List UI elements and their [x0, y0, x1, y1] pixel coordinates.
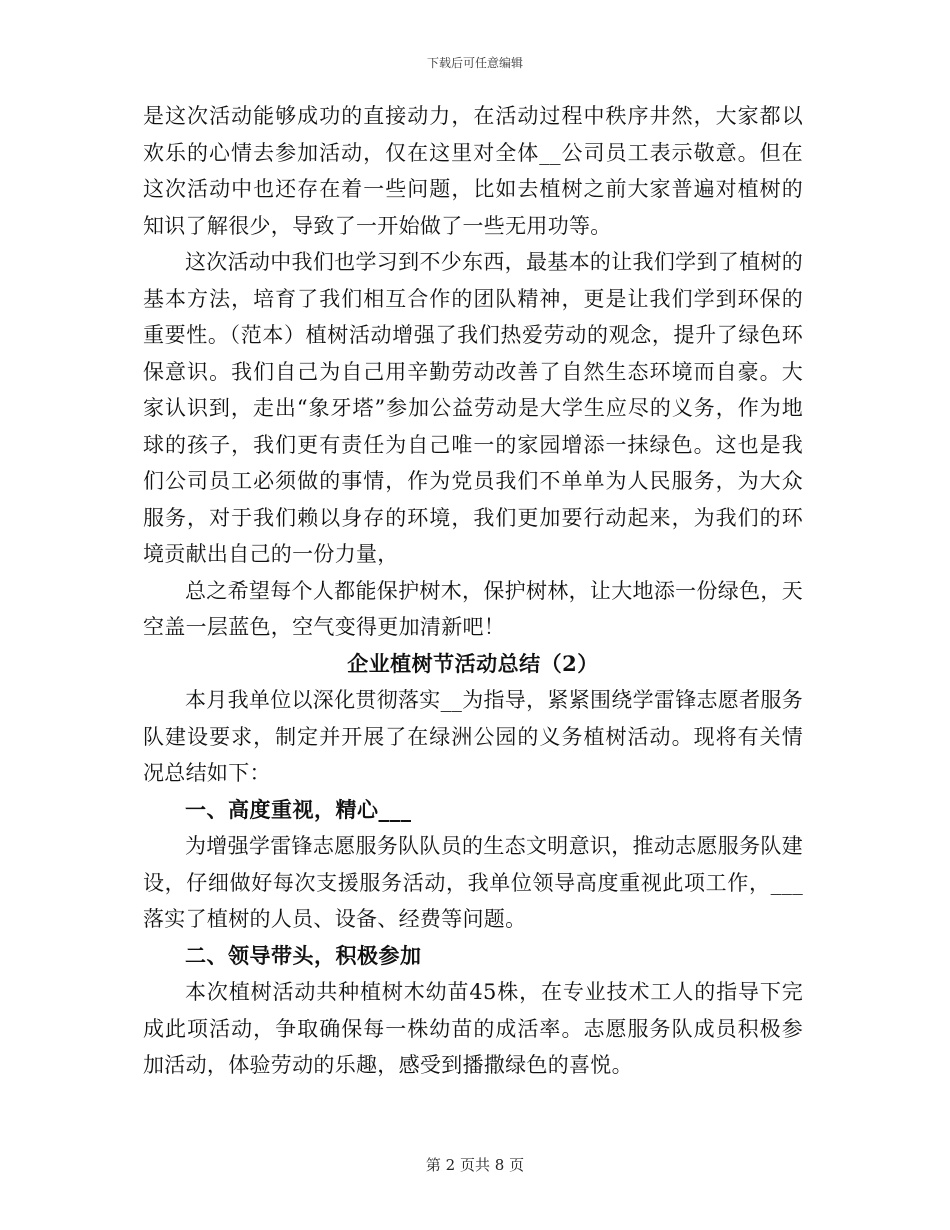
paragraph-intro: 本月我单位以深化贯彻落实__为指导，紧紧围绕学雷锋志愿者服务队建设要求，制定并开展了在绿洲公园的义务植树活动。现将有关情况总结如下：	[143, 688, 803, 785]
heading-two: 二、领导带头，积极参加	[185, 942, 422, 968]
heading-one: 一、高度重视，精心___	[185, 796, 412, 822]
paragraph-lessons: 这次活动中我们也学习到不少东西，最基本的让我们学到了植树的基本方法，培育了我们相互合作的团队精神，更是让我们学到环保的重要性。（范本）植树活动增强了我们热爱劳动的观念，提升了绿色环保意识。我们自己为自己用辛勤劳动改善了自然生态环境而自豪。大家认识到，走出“象牙塔”参加公益劳动是大学生应尽的义务，作为地球的孩子，我们更有责任为自己唯一的家园增添一抹绿色。这也是我们公司员工必须做的事情，作为党员我们不单单为人民服务，为大众服务，对于我们赖以身存的环境，我们更加要行动起来，为我们的环境贡献出自己的一份力量，	[143, 250, 803, 566]
paragraph-one: 为增强学雷锋志愿服务队队员的生态文明意识，推动志愿服务队建设，仔细做好每次支援服务活动，我单位领导高度重视此项工作，___落实了植树的人员、设备、经费等问题。	[143, 834, 803, 931]
paragraph-two: 本次植树活动共种植树木幼苗45株，在专业技术工人的指导下完成此项活动，争取确保每一株幼苗的成活率。志愿服务队成员积极参加活动，体验劳动的乐趣，感受到播撒绿色的喜悦。	[143, 980, 803, 1077]
page-footer: 第 2 页共 8 页	[425, 1156, 525, 1174]
paragraph-conclusion: 总之希望每个人都能保护树木，保护树林，让大地添一份绿色，天空盖一层蓝色，空气变得更加清新吧！	[143, 578, 803, 639]
section-title: 企业植树节活动总结（2）	[347, 650, 599, 676]
paragraph-continued: 是这次活动能够成功的直接动力，在活动过程中秩序井然，大家都以欢乐的心情去参加活动，仅在这里对全体__公司员工表示敬意。但在这次活动中也还存在着一些问题，比如去植树之前大家普遍对植树的知识了解很少，导致了一开始做了一些无用功等。	[143, 104, 803, 238]
document-body	[143, 98, 803, 1084]
page-header: 下载后可任意编辑	[426, 56, 523, 70]
